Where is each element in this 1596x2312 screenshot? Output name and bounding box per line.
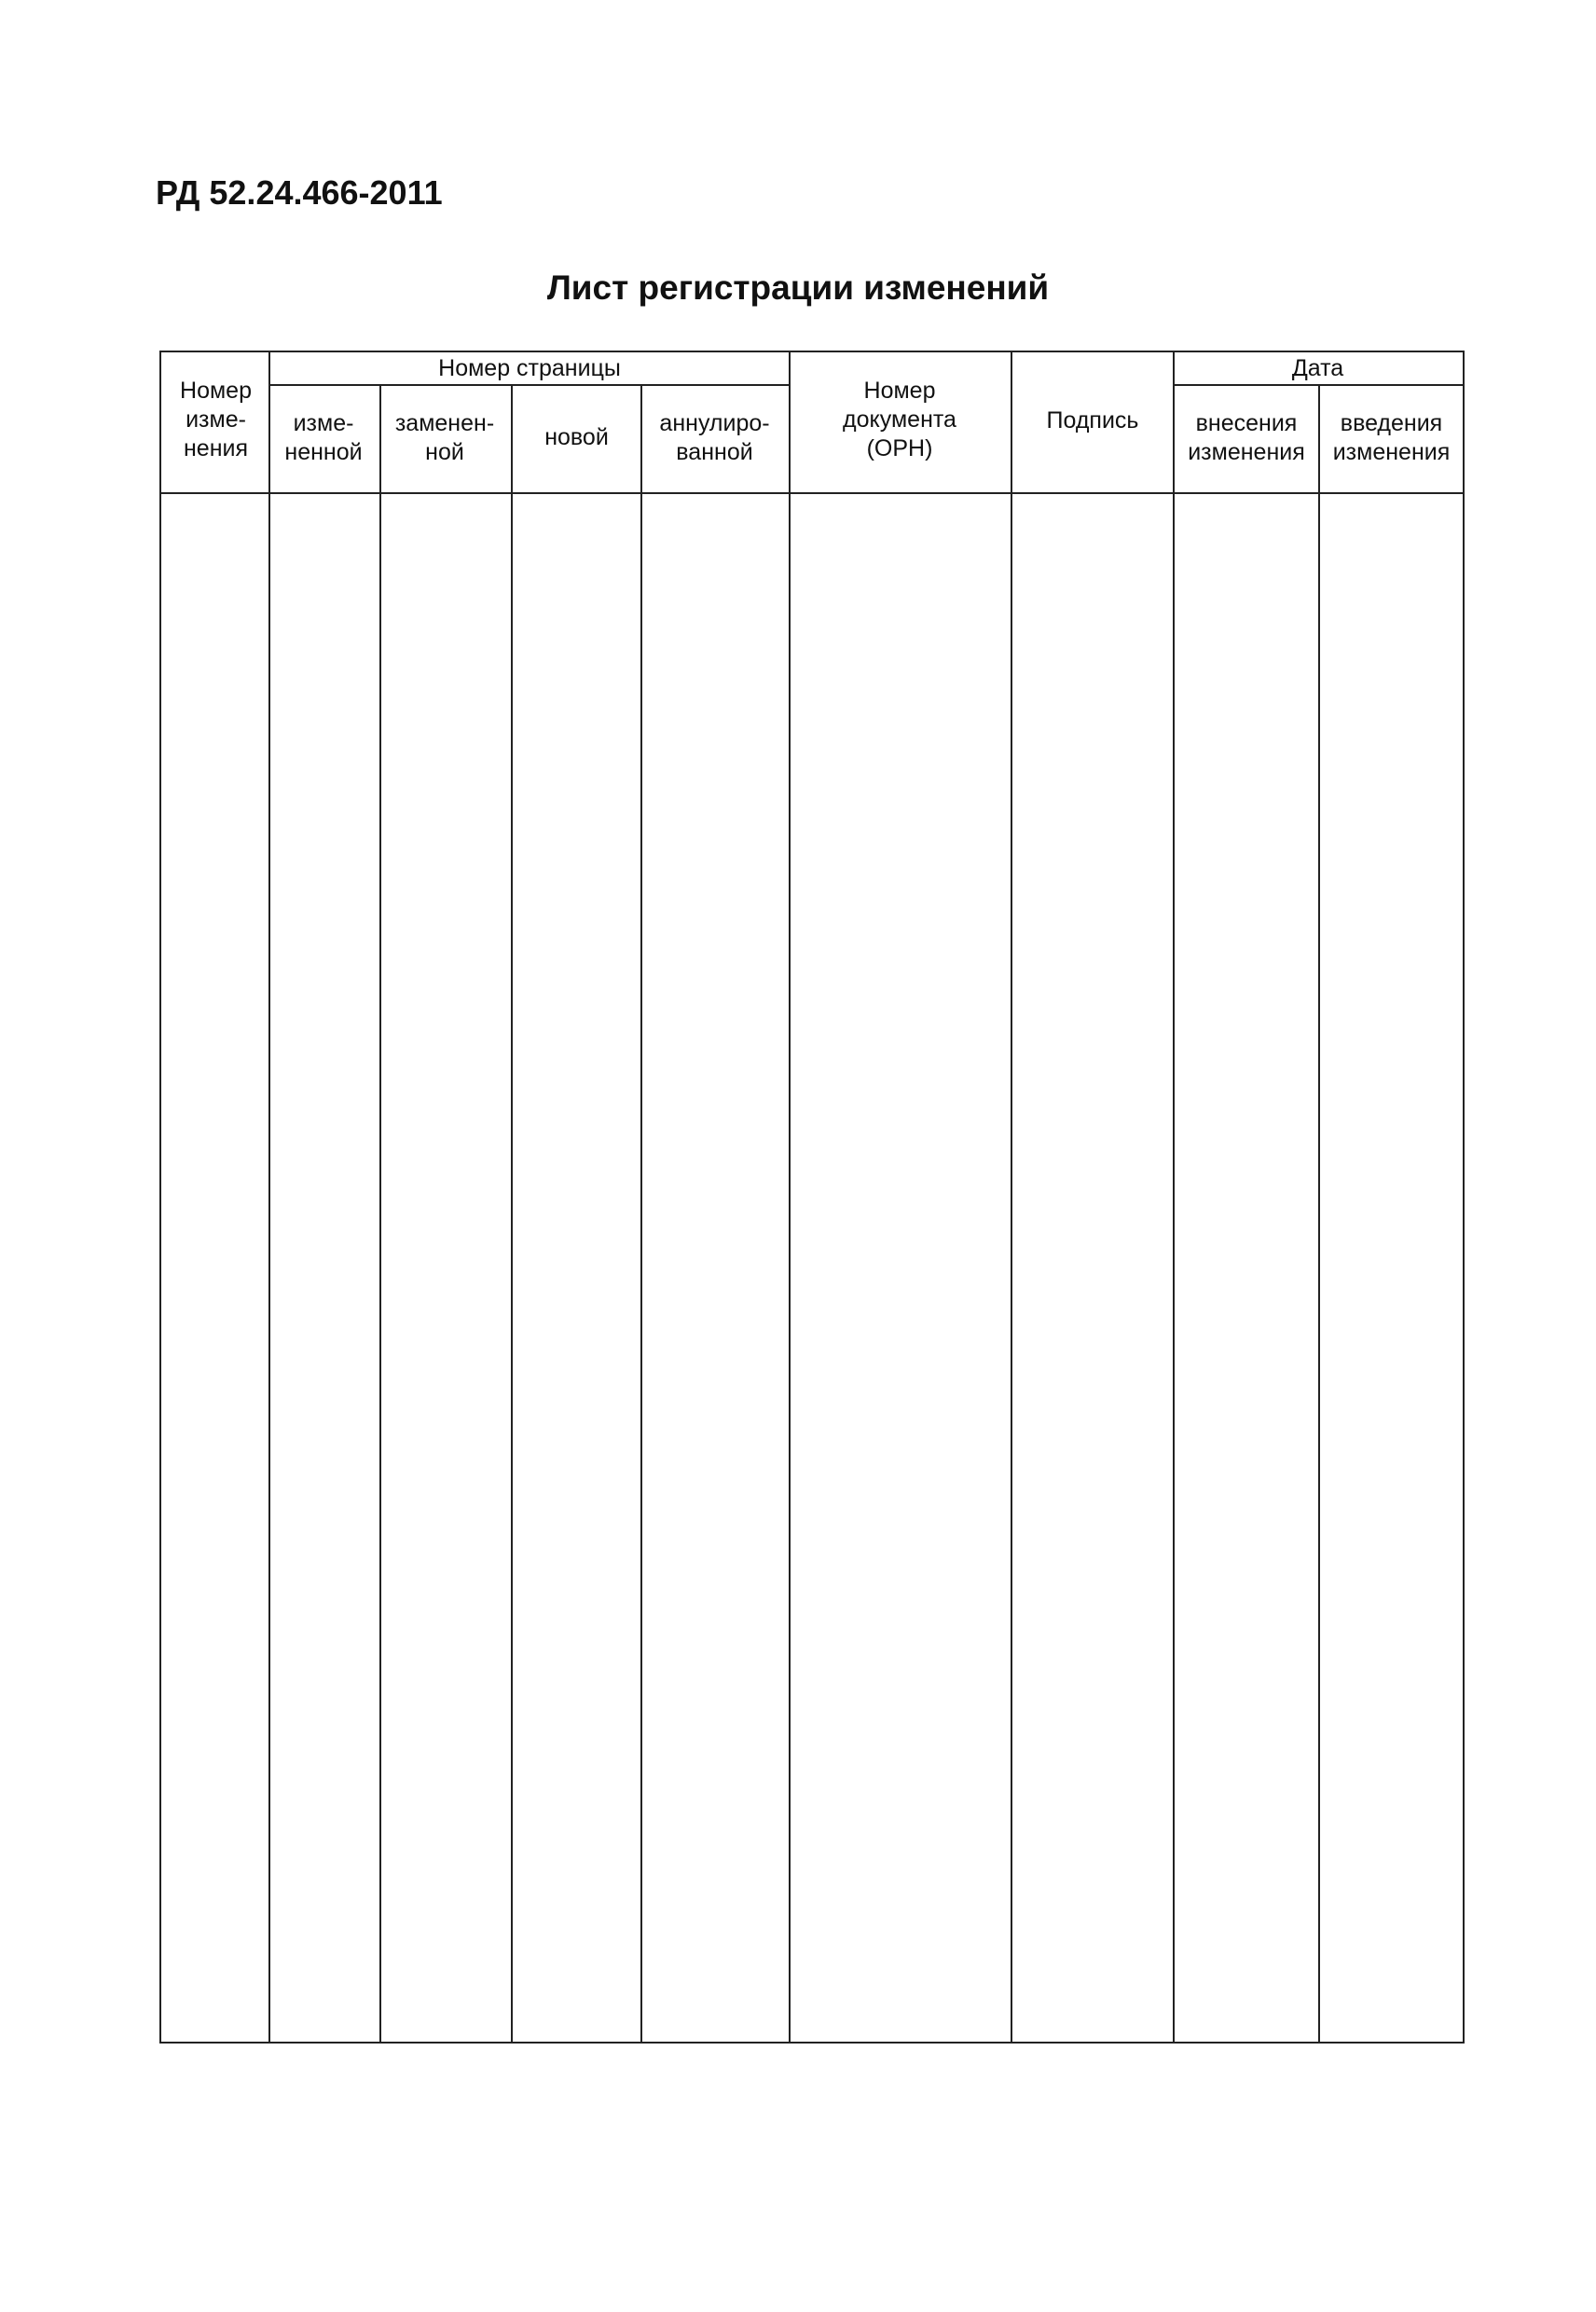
group-header-divider xyxy=(268,384,791,386)
header-bottom-divider xyxy=(161,492,1463,494)
header-date-entry: внесения изменения xyxy=(1188,410,1305,465)
header-replaced: заменен-ной xyxy=(394,410,495,465)
header-signature: Подпись xyxy=(1046,407,1139,434)
column-divider xyxy=(1318,384,1320,2042)
column-divider xyxy=(268,352,270,2042)
header-new: новой xyxy=(544,424,609,450)
header-date-effective: введения изменения xyxy=(1332,410,1451,465)
column-divider xyxy=(379,384,381,2042)
column-divider xyxy=(1011,352,1012,2042)
column-divider xyxy=(1173,352,1175,2042)
document-code: РД 52.24.466-2011 xyxy=(156,173,443,212)
header-date-group: Дата xyxy=(1291,355,1344,381)
change-registration-table xyxy=(159,351,1465,2044)
column-divider xyxy=(640,384,642,2042)
group-header-divider xyxy=(1173,384,1463,386)
column-divider xyxy=(789,352,791,2042)
header-changed: изме-ненной xyxy=(284,410,363,465)
column-divider xyxy=(511,384,513,2042)
header-cancelled: аннулиро-ванной xyxy=(659,410,770,465)
page-title: Лист регистрации изменений xyxy=(546,268,1050,307)
header-page-number-group: Номер страницы xyxy=(438,355,621,381)
header-change-number: Номер изме-нения xyxy=(180,378,252,461)
header-document-number: Номер документа (ОРН) xyxy=(843,378,956,461)
